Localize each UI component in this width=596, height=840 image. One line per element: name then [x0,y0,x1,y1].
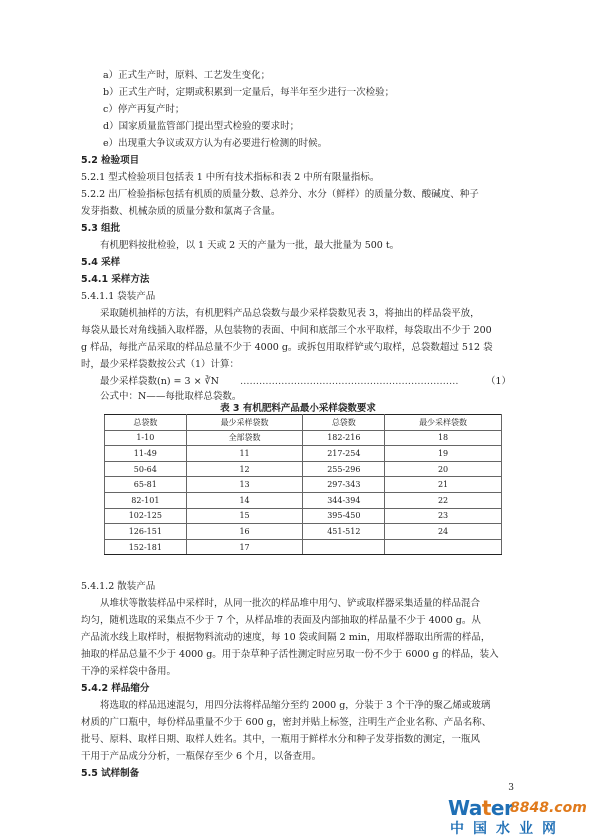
formula-number: （1） [486,376,512,387]
paragraph-line: 时，最少采样袋数按公式（1）计算： [81,359,240,370]
list-item: a）正式生产时，原料、工艺发生变化； [103,70,271,81]
table-cell: 13 [186,477,303,493]
watermark-brand: Water [448,796,514,820]
section-heading: 5.2 检验项目 [81,155,140,166]
table-row [105,430,502,446]
table-cell: 182-216 [303,430,385,446]
paragraph-line: g 样品，每批产品采取的样品总量不少于 4000 g。或拆包用取样铲或勺取样，总袋数超过 512 袋 [81,342,493,353]
table-header-cell: 最少采样袋数 [385,415,502,431]
table-row [105,524,502,540]
watermark-logo [446,794,587,837]
paragraph-line: 发芽指数、机械杂质的质量分数和氯离子含量。 [81,206,281,217]
paragraph-line: 采取随机抽样的方法，有机肥料产品总袋数与最少采样袋数见表 3，将抽出的样品袋平放， [100,308,480,319]
table-cell: 19 [385,446,502,462]
watermark-chinese: 中国水业网 [450,821,565,837]
section-heading: 5.3 组批 [81,223,121,234]
paragraph-line: 从堆状等散装样品中采样时，从同一批次的样品堆中用勺、铲或取样器采集适量的样品混合 [100,598,481,609]
table-cell: 11-49 [105,446,187,462]
table-row [105,446,502,462]
paragraph-line: 批号、原料、取样日期、取样人姓名。其中，一瓶用于鲜样水分和种子发芽指数的测定，一瓶风 [81,734,481,745]
paragraph-line: 干用于产品成分分析，一瓶保存至少 6 个月，以备查用。 [81,751,322,762]
table-cell: 20 [385,461,502,477]
table-cell: 21 [385,477,502,493]
paragraph-line: 抽取的样品总量不少于 4000 g。用于杂草种子活性测定时应另取一份不少于 6000 g 的样品，装入 [81,649,499,660]
section-heading: 5.5 试样制备 [81,768,140,779]
list-item: d）国家质量监管部门提出型式检验的要求时； [103,121,300,132]
formula: 最少采样袋数(n) = 3 × ∛N [100,376,219,387]
sampling-table [104,414,502,555]
table-cell: 217-254 [303,446,385,462]
subsection-heading: 5.4.2 样品缩分 [81,683,150,694]
watermark-number: 8848.com [510,800,587,816]
paragraph-line: 将选取的样品迅速混匀，用四分法将样品缩分至约 2000 g，分装于 3 个干净的聚乙烯或玻璃 [100,700,491,711]
subsection-heading: 5.4.1.2 散装产品 [81,581,156,592]
table-row [105,508,502,524]
subsection-heading: 5.4.1.1 袋装产品 [81,291,156,302]
table-cell: 17 [186,539,303,555]
section-heading: 5.4 采样 [81,257,121,268]
table-cell: 全部袋数 [186,430,303,446]
table-header-cell: 最少采样袋数 [186,415,303,431]
table-cell: 23 [385,508,502,524]
table-cell: 50-64 [105,461,187,477]
table-cell: 82-101 [105,492,187,508]
table-header-cell: 总袋数 [105,415,187,431]
table-cell: 102-125 [105,508,187,524]
table-cell: 152-181 [105,539,187,555]
table-cell: 395-450 [303,508,385,524]
table-cell: 1-10 [105,430,187,446]
table-cell: 12 [186,461,303,477]
table-cell: 18 [385,430,502,446]
table-cell: 24 [385,524,502,540]
table-cell: 126-151 [105,524,187,540]
formula-leader: …………………………………………………………… [240,376,459,387]
table-cell: 22 [385,492,502,508]
list-item: b）正式生产时，定期或积累到一定量后，每半年至少进行一次检验； [103,87,395,98]
table-cell: 65-81 [105,477,187,493]
paragraph-line: 产品流水线上取样时，根据物料流动的速度，每 10 袋或间隔 2 min，用取样器取出所需的样品， [81,632,491,643]
table-cell: 11 [186,446,303,462]
paragraph-line: 有机肥料按批检验，以 1 天或 2 天的产量为一批，最大批量为 500 t。 [100,240,400,251]
table-cell [303,539,385,555]
table-header-cell: 总袋数 [303,415,385,431]
table-cell: 297-343 [303,477,385,493]
subsection-heading: 5.4.1 采样方法 [81,274,150,285]
table-caption: 表 3 有机肥料产品最小采样袋数要求 [220,403,376,414]
list-item: e）出现重大争议或双方认为有必要进行检测的时候。 [103,138,328,149]
page-number: 3 [508,783,514,793]
table-cell: 451-512 [303,524,385,540]
table-cell: 15 [186,508,303,524]
table-row [105,539,502,555]
table-row [105,477,502,493]
paragraph-line: 5.2.1 型式检验项目包括表 1 中所有技术指标和表 2 中所有限量指标。 [81,172,380,183]
paragraph-line: 5.2.2 出厂检验指标包括有机质的质量分数、总养分、水分（鲜样）的质量分数、酸碱度、种子 [81,189,479,200]
paragraph-line: 每袋从最长对角线插入取样器，从包装物的表面、中间和底部三个水平取样，每袋取出不少于 200 [81,325,492,336]
paragraph-line: 材质的广口瓶中，每份样品重量不少于 600 g，密封并贴上标签，注明生产企业名称、产品名称、 [81,717,492,728]
table-cell: 14 [186,492,303,508]
table-cell: 255-296 [303,461,385,477]
formula-note: 公式中：N——每批取样总袋数。 [100,391,242,402]
table-row [105,461,502,477]
list-item: c）停产再复产时； [103,104,185,115]
table-cell [385,539,502,555]
table-row [105,492,502,508]
paragraph-line: 均匀，随机选取的采集点不少于 7 个，从样品堆的表面及内部抽取的样品量不少于 4000 g。从 [81,615,481,626]
table-cell: 16 [186,524,303,540]
table-cell: 344-394 [303,492,385,508]
table-header-row [105,415,502,431]
paragraph-line: 干净的采样袋中备用。 [81,666,177,677]
